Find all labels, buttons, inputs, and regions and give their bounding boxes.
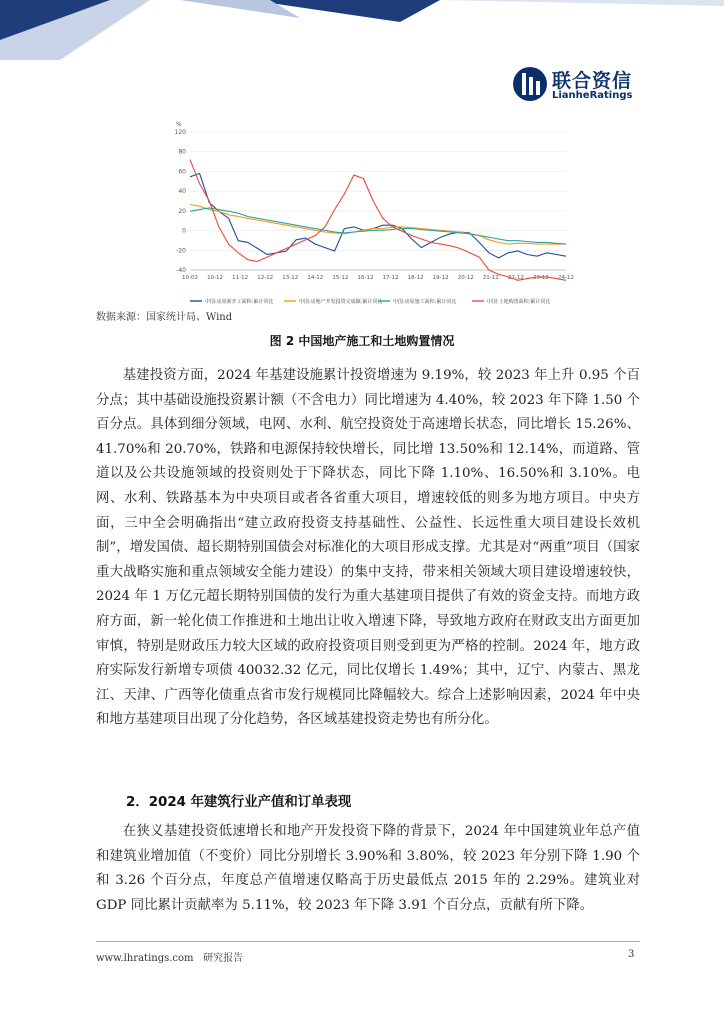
y-tick-label: -20	[176, 247, 186, 255]
x-tick-label: 12-12	[257, 275, 274, 281]
y-tick-label: 60	[178, 168, 186, 176]
y-tick-label: 40	[178, 188, 186, 196]
company-logo	[512, 66, 672, 106]
y-tick-label: -40	[176, 267, 186, 274]
logo-name-en: LianheRatings	[552, 90, 633, 101]
header-decoration	[0, 0, 724, 60]
series-line-4	[190, 160, 566, 281]
logo-name-cn: 联合资信	[552, 70, 633, 92]
y-tick-label: 80	[178, 148, 186, 156]
x-tick-label: 17-12	[382, 275, 399, 281]
x-tick-label: 24-12	[558, 275, 574, 281]
series-line-3	[190, 208, 566, 244]
legend-label-3: 中国:房屋施工面积:累计同比	[393, 299, 457, 305]
x-tick-label: 18-12	[407, 275, 424, 281]
x-tick-label: 23-12	[532, 275, 549, 281]
x-tick-label: 15-12	[332, 275, 349, 281]
x-tick-label: 11-12	[232, 275, 249, 281]
page-number: 3	[628, 949, 635, 960]
logo-mark-icon	[512, 66, 548, 102]
footer-site	[96, 949, 243, 964]
footer-url: www.lhratings.com	[96, 953, 194, 964]
y-tick-label: 20	[178, 207, 186, 215]
x-tick-label: 10-02	[182, 275, 198, 281]
chart-svg	[168, 118, 574, 314]
footer-label: 研究报告	[203, 953, 244, 964]
x-tick-label: 16-12	[357, 275, 374, 281]
y-unit-label: %	[176, 121, 182, 128]
x-tick-label: 10-12	[207, 275, 224, 281]
section-heading: 2．2024 年建筑行业产值和订单表现	[126, 795, 352, 810]
y-tick-label: 120	[174, 129, 186, 136]
legend-label-1: 中国:房屋新开工面积:累计同比	[205, 299, 274, 305]
y-tick-label: 0	[182, 227, 186, 235]
legend-label-4: 中国:土地购置面积:累计同比	[487, 299, 551, 305]
x-tick-label: 13-12	[282, 275, 299, 281]
x-tick-label: 22-12	[507, 275, 524, 281]
footer-divider	[96, 941, 640, 942]
paragraph-infrastructure: 基建投资方面，2024 年基建设施累计投资增速为 9.19%，较 2023 年上升 0.95 个百分点；其中基础设施投资累计额（不含电力）同比增速为 4.40%，较 2023 年下降 1.50 个百分点。具体到细分领域，电网、水利、航空投资处于高速增长状态，同比增长 15.26%、41.70%和 20.70%，铁路和电源保持较快增长，同比增 13.50%和 12.14%，而道路、管道以及公共设施领域的投资则处于下降状态，同比下降 1.10%、16.50%和 3.10%。电网、水利、铁路基本为中央项目或者各省重大项目，增速较低的则多为地方项目。中央方面，三中全会明确指出“建立政府投资支持基础性、公益性、长远性重大项目建设长效机制”，增发国债、超长期特别国债会对标准化的大项目形成支撑。尤其是对“两重”项目（国家重大战略实施和重点领域安全能力建设）的集中支持，带来相关领域大项目建设增速较快，2024 年 1 万亿元超长期特别国债的发行为重大基建项目提供了有效的资金支持。而地方政府方面，新一轮化债工作推进和土地出让收入增速下降，导致地方政府在财政支出方面更加审慎，特别是财政压力较大区域的政府投资项目则受到更为严格的控制。2024 年，地方政府实际发行新增专项债 40032.32 亿元，同比仅增长 1.49%；其中，辽宁、内蒙古、黑龙江、天津、广西等化债重点省市发行规模同比降幅较大。综合上述影响因素，2024 年中央和地方基建项目出现了分化趋势，各区域基建投资走势也有所分化。	[96, 368, 640, 728]
x-tick-label: 20-12	[457, 275, 474, 281]
data-source: 数据来源：国家统计局、Wind	[96, 312, 233, 323]
line-chart	[168, 118, 574, 314]
legend-label-2: 中国:房地产开发投资完成额:累计同比	[299, 299, 383, 305]
figure-caption: 图 2 中国地产施工和土地购置情况	[269, 334, 455, 348]
paragraph-output: 在狭义基建投资低速增长和地产开发投资下降的背景下，2024 年中国建筑业年总产值和建筑业增加值（不变价）同比分别增长 3.90%和 3.80%，较 2023 年分别下降 1.90 个和 3.26 个百分点，年度总产值增速仅略高于历史最低点 2015 年的 2.29%。建筑业对 GDP 同比累计贡献率为 5.11%，较 2023 年下降 3.91 个百分点，贡献有所下降。	[96, 824, 640, 913]
x-tick-label: 14-12	[307, 275, 324, 281]
x-tick-label: 19-12	[432, 275, 449, 281]
x-tick-label: 21-12	[482, 275, 499, 281]
